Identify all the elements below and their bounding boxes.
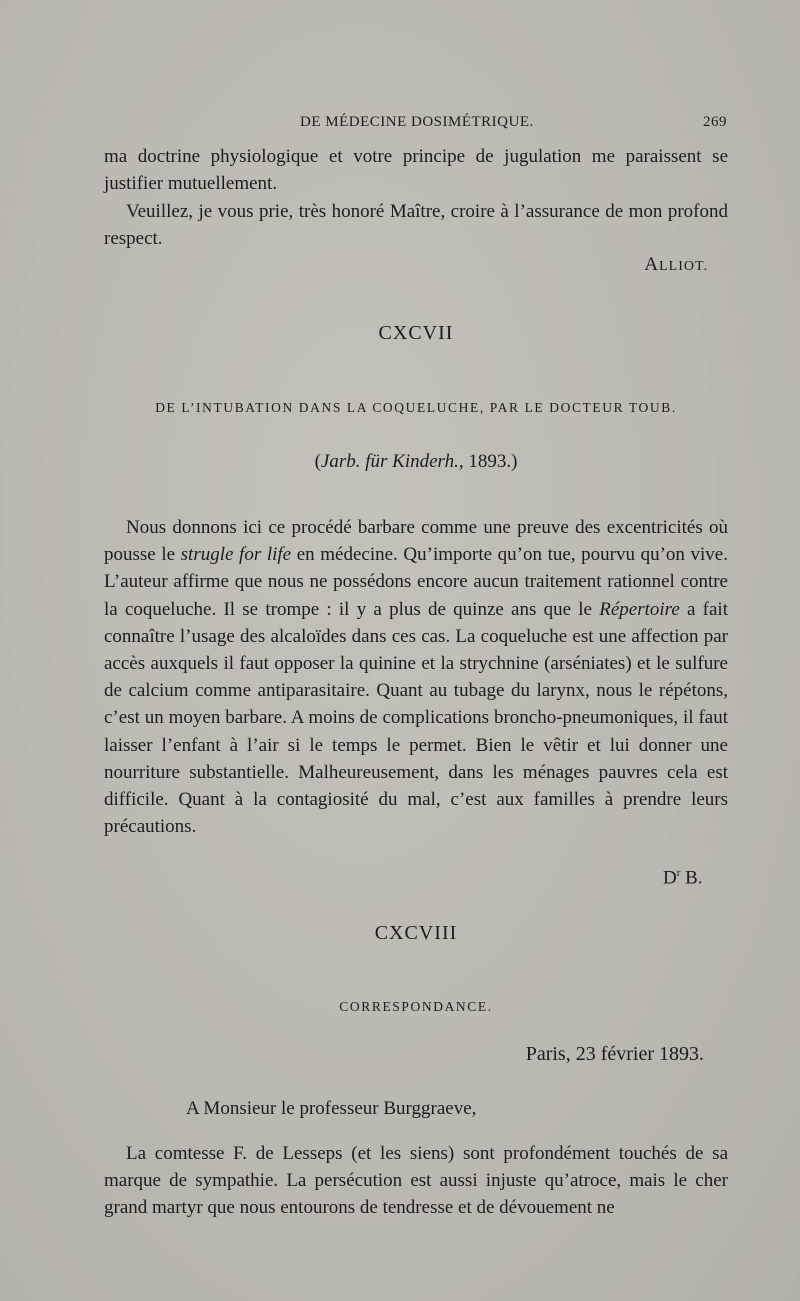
source-journal: Jarb. für Kinderh. <box>320 451 459 472</box>
section-numeral-cxcvii: CXCVII <box>378 322 454 344</box>
letter-closing-paragraph: ma doctrine physiologique et votre principe de jugulation me paraissent se justifier mutuellement. <box>104 146 728 195</box>
letter-salutation: A Monsieur le professeur Burggraeve, <box>186 1098 477 1119</box>
body-text-2: en médecine. Qu’importe qu’on tue, pourvu qu’on vive. L’auteur affirme que nous ne possédons encore aucun traitement rationnel contre la coqueluche. Il se trompe : il y a plus de quinze ans que le <box>104 544 728 620</box>
body-text-3: a fait connaître l’usage des alcaloïdes dans ces cas. La coqueluche est une affection par accès auxquels il faut opposer la quinine et la strychnine (arséniates) et le sulfure de calcium comme antiparasitaire. Quant au tubage du larynx, nous le répétons, c’est un moyen barbare. A moins de complications broncho-pneumoniques, il faut laisser l’enfant à l’air si le temps le permet. Bien le vêtir et lui donner une nourriture substantielle. Malheureusement, dans les ménages pauvres cela est difficile. Quant à la contagiosité du mal, c’est aux familles à prendre leurs précautions. <box>104 598 728 838</box>
section-numeral-cxcviii: CXCVIII <box>374 922 458 944</box>
signature-sup: r <box>676 867 681 879</box>
signature-alliot-initial: A <box>644 254 660 275</box>
running-title: DE MÉDECINE DOSIMÉTRIQUE. <box>300 114 534 130</box>
section-source-citation <box>104 451 728 473</box>
source-open-paren: ( <box>314 451 321 472</box>
letter-body-lesseps: La comtesse F. de Lesseps (et les siens) sont profondément touchés de sa marque de sympathie. La persécution est aussi injuste qu’atroce, mais le cher grand martyr que nous entourons de tendresse et de dévouement ne <box>104 1143 728 1219</box>
signature-alliot <box>104 254 708 276</box>
section-title-correspondance: CORRESPONDANCE. <box>339 999 493 1014</box>
running-head <box>0 114 800 136</box>
source-year: , 1893.) <box>458 451 518 472</box>
section-body-intubation <box>104 514 728 840</box>
signature-dr-b <box>663 867 703 889</box>
body-emphasis-repertoire: Répertoire <box>599 598 680 620</box>
letter-respect-paragraph: Veuillez, je vous prie, très honoré Maître, croire à l’assurance de mon profond respect. <box>104 201 728 250</box>
signature-b: B. <box>680 867 703 889</box>
signature-d: D <box>663 867 677 889</box>
section-title-intubation: DE L’INTUBATION DANS LA COQUELUCHE, PAR LE DOCTEUR TOUB. <box>155 400 677 415</box>
body-text-1: Nous donnons ici ce procédé barbare comme une preuve des excentricités où pousse le <box>104 517 728 566</box>
page-number: 269 <box>703 114 727 130</box>
body-emphasis-strugle: strugle for life <box>180 544 292 566</box>
signature-alliot-smallcaps: LLIOT. <box>659 259 708 274</box>
letter-dateline: Paris, 23 février 1893. <box>525 1043 704 1065</box>
